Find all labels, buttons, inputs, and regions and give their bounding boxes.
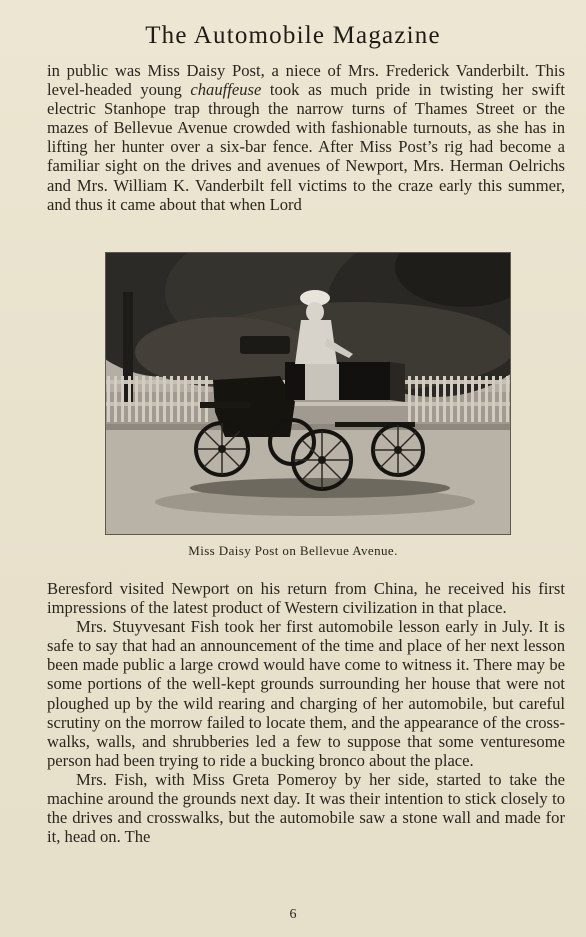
fence-picket bbox=[184, 376, 187, 422]
fence-picket bbox=[177, 376, 180, 422]
fence-picket bbox=[464, 376, 467, 422]
fence-picket bbox=[457, 376, 460, 422]
running-head: The Automobile Magazine bbox=[145, 22, 441, 49]
fence-picket bbox=[415, 376, 418, 422]
fence-picket bbox=[163, 376, 166, 422]
fence-picket bbox=[135, 376, 138, 422]
fence-picket bbox=[471, 376, 474, 422]
paragraph-text: took as much pride in twisting her swift electric Stanhope trap through the narrow turns of Thames Street or the mazes of Bellevue Avenue crowded with fashionable turnouts, as she has in lifting her hunter over a six-bar fence. After Miss Post’s rig had become a familiar sight on the drives and avenues of Newport, Mrs. Herman Oelrichs and Mrs. William K. Vanderbilt fell victims to the craze early this summer, and thus it came about that when Lord bbox=[47, 80, 565, 214]
fence-picket bbox=[443, 376, 446, 422]
fence-picket bbox=[156, 376, 159, 422]
fence-picket bbox=[142, 376, 145, 422]
fence-picket bbox=[191, 376, 194, 422]
fence-picket bbox=[408, 376, 411, 422]
fence-picket bbox=[114, 376, 117, 422]
paragraph bbox=[47, 61, 565, 214]
paragraph: Beresford visited Newport on his return from China, he received his first impressions of the latest product of Western civilization in that place. bbox=[47, 579, 565, 618]
fence-picket bbox=[492, 376, 495, 422]
fence-picket bbox=[107, 376, 110, 422]
italic-word: chauffeuse bbox=[190, 80, 262, 100]
fence-picket bbox=[436, 376, 439, 422]
fence-picket bbox=[506, 376, 509, 422]
fence-picket bbox=[499, 376, 502, 422]
photo-caption: Miss Daisy Post on Bellevue Avenue. bbox=[188, 543, 398, 558]
paragraph: Mrs. Fish, with Miss Greta Pomeroy by her side, started to take the machine around the grounds next day. It was their intention to stick closely to the drives and crosswalks, but the automobile saw a stone wall and made for it, head on. The bbox=[47, 769, 565, 847]
fence-picket bbox=[205, 376, 208, 422]
paragraph-text: in public was Miss Daisy Post, a niece of Mrs. Frederick Vanderbilt. This level-headed young bbox=[47, 61, 565, 100]
photograph bbox=[105, 252, 511, 535]
fence-picket bbox=[429, 376, 432, 422]
page-number: 6 bbox=[289, 907, 297, 922]
paragraph: Mrs. Stuyvesant Fish took her first automobile lesson early in July. It is safe to say that had an announcement of the time and place of her next lesson been made public a large crowd would have come to witness it. There may be some portions of the well-kept grounds surrounding her house that were not ploughed up by the wild rearing and charging of her automobile, but careful scrutiny on the morrow failed to locate them, and the appearance of the cross-walks, walls, and shrubberies led a few to suppose that some venturesome person had been trying to ride a bucking bronco about the place. bbox=[47, 617, 565, 770]
photo-automobile-scene bbox=[105, 252, 511, 535]
fence-picket bbox=[485, 376, 488, 422]
body-text-bottom bbox=[47, 579, 565, 846]
fence-picket bbox=[128, 376, 131, 422]
fence-picket bbox=[198, 376, 201, 422]
fence-picket bbox=[422, 376, 425, 422]
fence-picket bbox=[478, 376, 481, 422]
body-text-top bbox=[47, 61, 565, 214]
fence-picket bbox=[450, 376, 453, 422]
fence-picket bbox=[149, 376, 152, 422]
fence-picket bbox=[170, 376, 173, 422]
fence-picket bbox=[121, 376, 124, 422]
